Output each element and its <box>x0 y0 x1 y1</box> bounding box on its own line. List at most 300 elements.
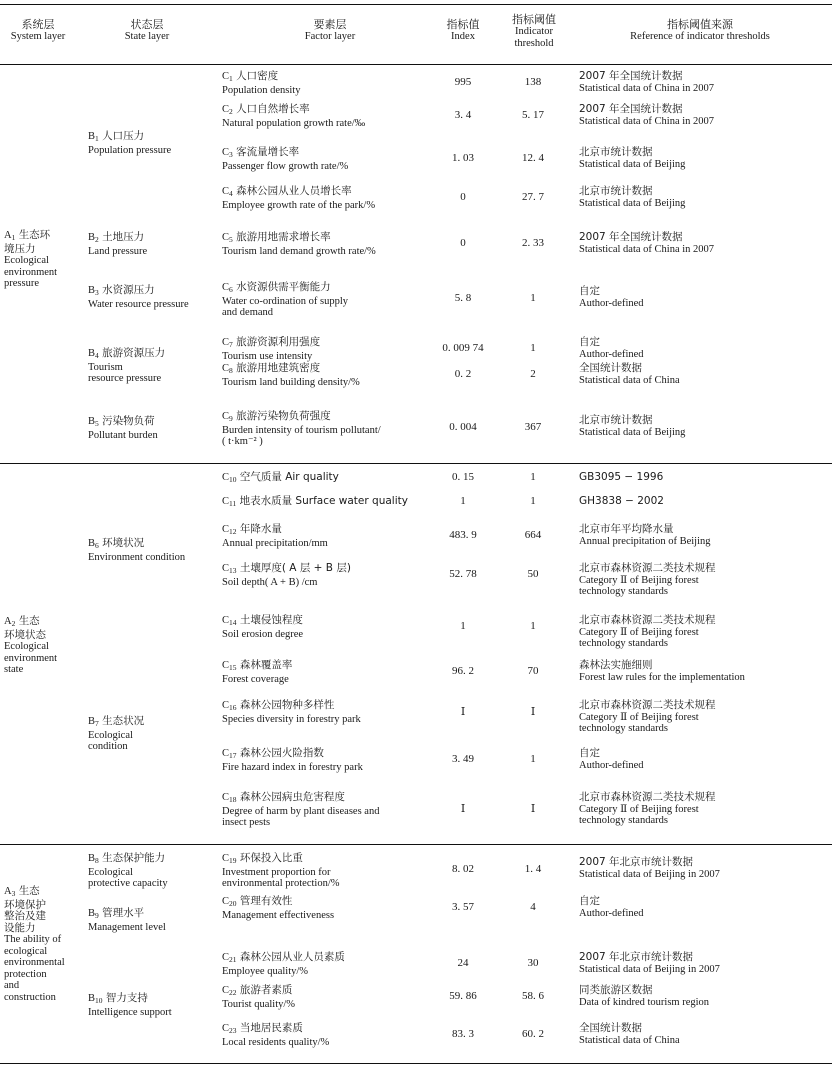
factor-label <box>222 853 436 867</box>
factor-label-letter: C <box>222 700 230 711</box>
reference-en-line: technology standards <box>579 723 668 734</box>
header-factor-layer: 要素层 Factor layer <box>304 18 356 42</box>
system-en-line: protection <box>4 968 47 980</box>
factor-label-cn: 管理有效性 <box>239 895 293 907</box>
state-layer-cell <box>88 538 216 563</box>
state-label-subscript: 10 <box>95 996 103 1005</box>
system-letter: A <box>4 886 12 897</box>
factor-label-cn: 环保投入比重 <box>239 852 303 864</box>
bottom-rule <box>0 1063 832 1064</box>
state-layer-cell <box>88 285 216 310</box>
system-subscript: 1 <box>11 233 16 242</box>
threshold-value: 1 <box>530 471 536 483</box>
reference-cell <box>579 472 831 484</box>
state-label-subscript: 2 <box>95 235 99 244</box>
factor-en-line: Forest coverage <box>222 673 289 685</box>
system-cn-line: 环境状态 <box>4 628 46 641</box>
factor-en-line: ( t·km⁻² ) <box>222 436 263 447</box>
factor-en-line: Local residents quality/% <box>222 1036 330 1048</box>
factor-label <box>222 282 436 296</box>
factor-label <box>222 232 436 246</box>
reference-en-line: technology standards <box>579 586 668 597</box>
factor-cell <box>222 147 436 172</box>
factor-label <box>222 147 436 161</box>
reference-en-line: Statistical data of Beijing <box>579 158 686 170</box>
state-label-letter: B <box>88 285 96 296</box>
reference-cell <box>579 363 831 386</box>
factor-label-subscript: 12 <box>229 527 237 536</box>
factor-label-subscript: 15 <box>229 663 237 672</box>
state-label-subscript: 3 <box>95 288 99 297</box>
reference-cn: 森林法实施细则 <box>579 659 653 671</box>
state-label-cn: 生态保护能力 <box>102 852 166 864</box>
factor-cell <box>222 748 436 773</box>
factor-label-letter: C <box>222 104 230 115</box>
threshold-value: 138 <box>524 76 542 88</box>
system-en-line: environment <box>4 652 58 664</box>
factor-label-subscript: 2 <box>229 107 233 116</box>
factor-cell <box>222 411 436 448</box>
factor-label-subscript: 23 <box>229 1026 237 1035</box>
system-layer-cell <box>4 616 78 676</box>
factor-cell <box>222 186 436 211</box>
state-label-letter: B <box>88 908 96 919</box>
reference-cn: 北京市森林资源二类技术规程 <box>579 614 716 626</box>
factor-label-cn: 旅游者素质 <box>239 984 293 996</box>
factor-label-letter: C <box>222 147 230 158</box>
reference-cn: 同类旅游区数据 <box>579 984 653 996</box>
reference-en-line: Statistical data of China <box>579 1034 680 1046</box>
top-rule <box>0 4 832 5</box>
state-en-line: Land pressure <box>88 245 148 257</box>
reference-cn: 北京市森林资源二类技术规程 <box>579 562 716 574</box>
state-label-subscript: 4 <box>95 351 99 360</box>
reference-cell <box>579 496 831 508</box>
factor-cell <box>222 524 436 549</box>
factor-cell <box>222 660 436 685</box>
reference-en-line: Category Ⅱ of Beijing forest <box>579 711 699 723</box>
reference-en-line: technology standards <box>579 638 668 649</box>
factor-cell <box>222 337 436 362</box>
group-rule-2 <box>0 844 832 845</box>
threshold-value: 2. 33 <box>522 237 544 249</box>
reference-cell <box>579 748 831 771</box>
header-threshold: 指标阈值 Indicator threshold <box>512 13 556 49</box>
factor-label-subscript: 13 <box>229 566 237 575</box>
state-layer-cell <box>88 993 216 1018</box>
factor-en-line: Employee quality/% <box>222 965 309 977</box>
header-rule <box>0 64 832 65</box>
factor-cell <box>222 104 436 129</box>
state-label-letter: B <box>88 853 96 864</box>
index-value: 59. 86 <box>449 990 477 1002</box>
factor-label-cn: 年降水量 <box>239 523 282 535</box>
system-layer-cell <box>4 230 78 290</box>
reference-cn: 自定 <box>579 895 600 907</box>
threshold-value: Ⅰ <box>530 706 536 718</box>
state-label-cn: 旅游资源压力 <box>102 347 166 359</box>
reference-cell <box>579 147 831 170</box>
factor-label-letter: C <box>222 952 230 963</box>
threshold-value: 1 <box>530 342 536 354</box>
factor-label-cn: 森林公园火险指数 <box>239 747 324 759</box>
factor-cell <box>222 71 436 96</box>
threshold-value: 4 <box>530 901 536 913</box>
factor-label-subscript: 16 <box>229 703 237 712</box>
factor-en-line: Fire hazard index in forestry park <box>222 761 363 773</box>
factor-label-cn: 空气质量 Air quality <box>239 471 339 483</box>
reference-en-line: Annual precipitation of Beijing <box>579 535 711 547</box>
threshold-value: Ⅰ <box>530 803 536 815</box>
factor-label-cn: 森林覆盖率 <box>239 659 293 671</box>
factor-label <box>222 700 436 714</box>
system-letter: A <box>4 616 12 627</box>
factor-label-cn: 当地居民素质 <box>239 1022 303 1034</box>
state-label <box>88 131 216 145</box>
index-value: 3. 49 <box>452 753 474 765</box>
state-en-line: Environment condition <box>88 551 186 563</box>
factor-label-cn: 人口自然增长率 <box>236 103 310 115</box>
reference-en-line: Statistical data of Beijing in 2007 <box>579 963 720 975</box>
reference-cn: 2007 年全国统计数据 <box>579 70 683 82</box>
state-label-letter: B <box>88 538 96 549</box>
factor-label-letter: C <box>222 282 230 293</box>
reference-cell <box>579 104 831 127</box>
factor-label-subscript: 4 <box>229 189 233 198</box>
factor-label-subscript: 18 <box>229 795 237 804</box>
factor-en-line: Employee growth rate of the park/% <box>222 199 376 211</box>
factor-label <box>222 472 436 486</box>
reference-cell <box>579 896 831 919</box>
factor-cell <box>222 792 436 829</box>
state-label <box>88 538 216 552</box>
factor-label-subscript: 3 <box>229 150 233 159</box>
reference-en-line: Author-defined <box>579 759 644 771</box>
factor-label-cn: 森林公园物种多样性 <box>239 699 335 711</box>
system-en-line: environmental <box>4 957 65 968</box>
system-cn-line: 生态环 <box>18 229 51 241</box>
factor-label-letter: C <box>222 853 230 864</box>
factor-label-cn: 旅游污染物负荷强度 <box>236 410 331 422</box>
state-label-subscript: 9 <box>95 911 99 920</box>
index-value: 52. 78 <box>449 568 477 580</box>
system-cn-line: 生态 <box>18 615 40 627</box>
state-label <box>88 348 216 362</box>
index-value: 1 <box>460 620 466 632</box>
system-en-line: pressure <box>4 278 39 289</box>
reference-cn: 自定 <box>579 336 600 348</box>
state-label-cn: 环境状况 <box>102 537 145 549</box>
state-label-cn: 人口压力 <box>102 130 145 142</box>
factor-cell <box>222 700 436 725</box>
factor-en-line: Soil erosion degree <box>222 628 304 640</box>
threshold-value: 70 <box>527 665 539 677</box>
factor-label-letter: C <box>222 71 230 82</box>
state-label <box>88 285 216 299</box>
index-value: 1 <box>460 495 466 507</box>
factor-label <box>222 524 436 538</box>
state-label <box>88 853 216 867</box>
reference-en-line: Data of kindred tourism region <box>579 996 710 1008</box>
factor-label <box>222 896 436 910</box>
reference-cell <box>579 71 831 94</box>
factor-label-letter: C <box>222 496 230 507</box>
state-layer-cell <box>88 131 216 156</box>
system-en-line: ecological <box>4 945 48 957</box>
factor-label <box>222 363 436 377</box>
reference-en-line: Author-defined <box>579 907 644 919</box>
threshold-value: 1. 4 <box>524 863 542 875</box>
factor-label <box>222 615 436 629</box>
factor-label-cn: 旅游资源利用强度 <box>236 336 321 348</box>
factor-label <box>222 952 436 966</box>
system-cn-line: 设能力 <box>4 921 36 934</box>
factor-label-cn: 水资源供需平衡能力 <box>236 281 331 293</box>
state-label-letter: B <box>88 131 96 142</box>
state-label-cn: 智力支持 <box>105 992 148 1004</box>
state-en-line: condition <box>88 741 128 752</box>
index-value: 24 <box>457 957 469 969</box>
factor-label-subscript: 17 <box>229 751 237 760</box>
factor-label-subscript: 9 <box>229 414 233 423</box>
reference-en-line: Statistical data of China in 2007 <box>579 82 715 94</box>
factor-label-cn: 旅游用地建筑密度 <box>236 362 321 374</box>
reference-cell <box>579 952 831 975</box>
reference-cell <box>579 415 831 438</box>
threshold-value: 664 <box>524 529 542 541</box>
reference-en-line: Forest law rules for the implementation <box>579 671 745 683</box>
factor-label-letter: C <box>222 524 230 535</box>
factor-label-subscript: 21 <box>229 955 237 964</box>
reference-en-line: Statistical data of China in 2007 <box>579 115 715 127</box>
factor-cell <box>222 563 436 588</box>
system-label <box>4 230 78 244</box>
reference-cn: 北京市统计数据 <box>579 146 653 158</box>
reference-cn: 北京市统计数据 <box>579 185 653 197</box>
reference-cell <box>579 1023 831 1046</box>
threshold-value: 50 <box>527 568 539 580</box>
factor-label-subscript: 6 <box>229 285 233 294</box>
factor-label-cn: 人口密度 <box>236 70 279 82</box>
reference-en-line: Statistical data of Beijing <box>579 426 686 438</box>
system-en-line: construction <box>4 991 56 1003</box>
reference-cn: 北京市年平均降水量 <box>579 523 674 535</box>
factor-en-line: Natural population growth rate/‰ <box>222 117 366 129</box>
state-label <box>88 993 216 1007</box>
header-system-layer: 系统层 System layer <box>10 18 66 42</box>
factor-label-subscript: 14 <box>229 618 237 627</box>
factor-en-line: Tourist quality/% <box>222 998 296 1010</box>
reference-cell <box>579 232 831 255</box>
index-value: 0. 004 <box>449 421 477 433</box>
factor-label-cn: 土壤厚度( A 层 + B 层) <box>239 562 351 574</box>
reference-cell <box>579 700 831 735</box>
factor-label-subscript: 20 <box>229 899 237 908</box>
reference-en-line: Category Ⅱ of Beijing forest <box>579 626 699 638</box>
state-layer-cell <box>88 716 216 753</box>
reference-cn: 2007 年北京市统计数据 <box>579 856 694 868</box>
threshold-value: 1 <box>530 292 536 304</box>
index-value: 1. 03 <box>452 152 474 164</box>
index-value: 83. 3 <box>452 1028 474 1040</box>
state-en-line: resource pressure <box>88 373 162 384</box>
index-value: 0 <box>460 237 466 249</box>
factor-cell <box>222 985 436 1010</box>
state-layer-cell <box>88 348 216 385</box>
factor-label-letter: C <box>222 563 230 574</box>
reference-cell <box>579 792 831 827</box>
header-state-layer: 状态层 State layer <box>124 18 170 42</box>
state-en-line: Management level <box>88 921 166 933</box>
state-layer-cell <box>88 853 216 890</box>
factor-en-line: environmental protection/% <box>222 878 340 889</box>
state-label-letter: B <box>88 348 96 359</box>
index-value: 5. 8 <box>454 292 472 304</box>
reference-en-line: Author-defined <box>579 297 644 309</box>
reference-en-line: Statistical data of Beijing in 2007 <box>579 868 720 880</box>
index-value: 3. 57 <box>452 901 474 913</box>
factor-en-line: Tourism land demand growth rate/% <box>222 245 376 257</box>
reference-cn: 2007 年北京市统计数据 <box>579 951 694 963</box>
reference-cell <box>579 985 831 1008</box>
reference-cell <box>579 186 831 209</box>
state-layer-cell <box>88 416 216 441</box>
reference-cn: 全国统计数据 <box>579 1022 642 1034</box>
system-cn-line: 环境保护 <box>4 898 46 911</box>
factor-en-line: Annual precipitation/mm <box>222 537 328 549</box>
factor-label-cn: 客流量增长率 <box>236 146 300 158</box>
factor-label-letter: C <box>222 411 230 422</box>
state-label-cn: 污染物负荷 <box>102 415 155 427</box>
factor-en-line: Tourism land building density/% <box>222 376 360 388</box>
factor-label-subscript: 5 <box>229 235 233 244</box>
reference-cn: 北京市森林资源二类技术规程 <box>579 791 716 803</box>
state-label <box>88 232 216 246</box>
threshold-value: 5. 17 <box>522 109 544 121</box>
factor-label-cn: 旅游用地需求增长率 <box>236 231 331 243</box>
reference-en-line: Statistical data of China in 2007 <box>579 243 715 255</box>
index-value: 483. 9 <box>449 529 477 541</box>
threshold-value: 60. 2 <box>522 1028 544 1040</box>
threshold-value: 367 <box>524 421 542 433</box>
reference-cn: 2007 年全国统计数据 <box>579 103 683 115</box>
state-label-letter: B <box>88 993 96 1004</box>
state-en-line: Ecological <box>88 729 133 741</box>
state-layer-cell <box>88 232 216 257</box>
factor-label-letter: C <box>222 337 230 348</box>
system-cn-line: 整治及建 <box>4 910 46 922</box>
factor-label <box>222 104 436 118</box>
state-label-subscript: 1 <box>95 134 99 143</box>
factor-cell <box>222 853 436 890</box>
factor-en-line: insect pests <box>222 817 271 828</box>
state-label-cn: 管理水平 <box>102 907 145 919</box>
state-layer-cell <box>88 908 216 933</box>
factor-en-line: Soil depth( A + B) /cm <box>222 576 318 588</box>
factor-en-line: Investment proportion for <box>222 866 331 878</box>
factor-label-letter: C <box>222 896 230 907</box>
state-en-line: Tourism <box>88 361 123 373</box>
factor-en-line: Passenger flow growth rate/% <box>222 160 349 172</box>
reference-cn: GB3095 − 1996 <box>579 471 664 483</box>
system-subscript: 2 <box>11 619 16 628</box>
state-en-line: Ecological <box>88 866 133 878</box>
system-en-line: and <box>4 980 20 991</box>
index-value: 96. 2 <box>452 665 474 677</box>
factor-cell <box>222 282 436 319</box>
factor-label-letter: C <box>222 1023 230 1034</box>
factor-label-subscript: 22 <box>229 988 237 997</box>
state-en-line: protective capacity <box>88 878 168 889</box>
reference-cn: 自定 <box>579 747 600 759</box>
state-label-subscript: 7 <box>95 719 99 728</box>
factor-label-cn: 森林公园从业人员增长率 <box>236 185 352 197</box>
factor-label <box>222 186 436 200</box>
factor-label <box>222 985 436 999</box>
factor-en-line: and demand <box>222 307 274 318</box>
state-en-line: Pollutant burden <box>88 429 158 441</box>
factor-label <box>222 792 436 806</box>
threshold-value: 1 <box>530 620 536 632</box>
reference-en-line: Author-defined <box>579 348 644 360</box>
factor-label <box>222 563 436 577</box>
factor-cell <box>222 232 436 257</box>
factor-label-subscript: 19 <box>229 856 237 865</box>
reference-cn: 全国统计数据 <box>579 362 642 374</box>
factor-cell <box>222 496 436 510</box>
factor-label-subscript: 11 <box>229 499 237 508</box>
factor-label-letter: C <box>222 985 230 996</box>
factor-label <box>222 1023 436 1037</box>
reference-en-line: Statistical data of Beijing <box>579 197 686 209</box>
reference-cn: GH3838 − 2002 <box>579 495 664 507</box>
factor-label <box>222 748 436 762</box>
factor-label <box>222 71 436 85</box>
state-en-line: Population pressure <box>88 144 172 156</box>
index-value: 0. 2 <box>454 368 472 380</box>
factor-label <box>222 660 436 674</box>
factor-en-line: Management effectiveness <box>222 909 335 921</box>
state-en-line: Water resource pressure <box>88 298 189 310</box>
header-reference: 指标阈值来源 Reference of indicator thresholds <box>630 18 770 42</box>
group-rule-1 <box>0 463 832 464</box>
factor-label-letter: C <box>222 363 230 374</box>
index-value: 8. 02 <box>452 863 474 875</box>
state-label-subscript: 5 <box>95 419 99 428</box>
factor-label-subscript: 8 <box>229 366 233 375</box>
system-en-line: Ecological <box>4 641 49 652</box>
reference-en-line: Statistical data of China <box>579 374 680 386</box>
index-value: 995 <box>454 76 472 88</box>
reference-cn: 北京市统计数据 <box>579 414 653 426</box>
index-value: 0. 009 74 <box>442 342 484 354</box>
factor-label-cn: 地表水质量 Surface water quality <box>239 495 408 507</box>
reference-en-line: technology standards <box>579 815 668 826</box>
factor-cell <box>222 952 436 977</box>
factor-cell <box>222 896 436 921</box>
reference-cell <box>579 337 831 360</box>
threshold-value: 30 <box>527 957 539 969</box>
state-label-cn: 生态状况 <box>102 715 145 727</box>
index-value: Ⅰ <box>460 803 466 815</box>
state-en-line: Intelligence support <box>88 1006 172 1018</box>
factor-cell <box>222 363 436 388</box>
factor-label <box>222 496 436 510</box>
state-label-subscript: 6 <box>95 541 99 550</box>
reference-cell <box>579 660 831 683</box>
reference-en-line: Category Ⅱ of Beijing forest <box>579 574 699 586</box>
state-label-subscript: 8 <box>95 856 99 865</box>
